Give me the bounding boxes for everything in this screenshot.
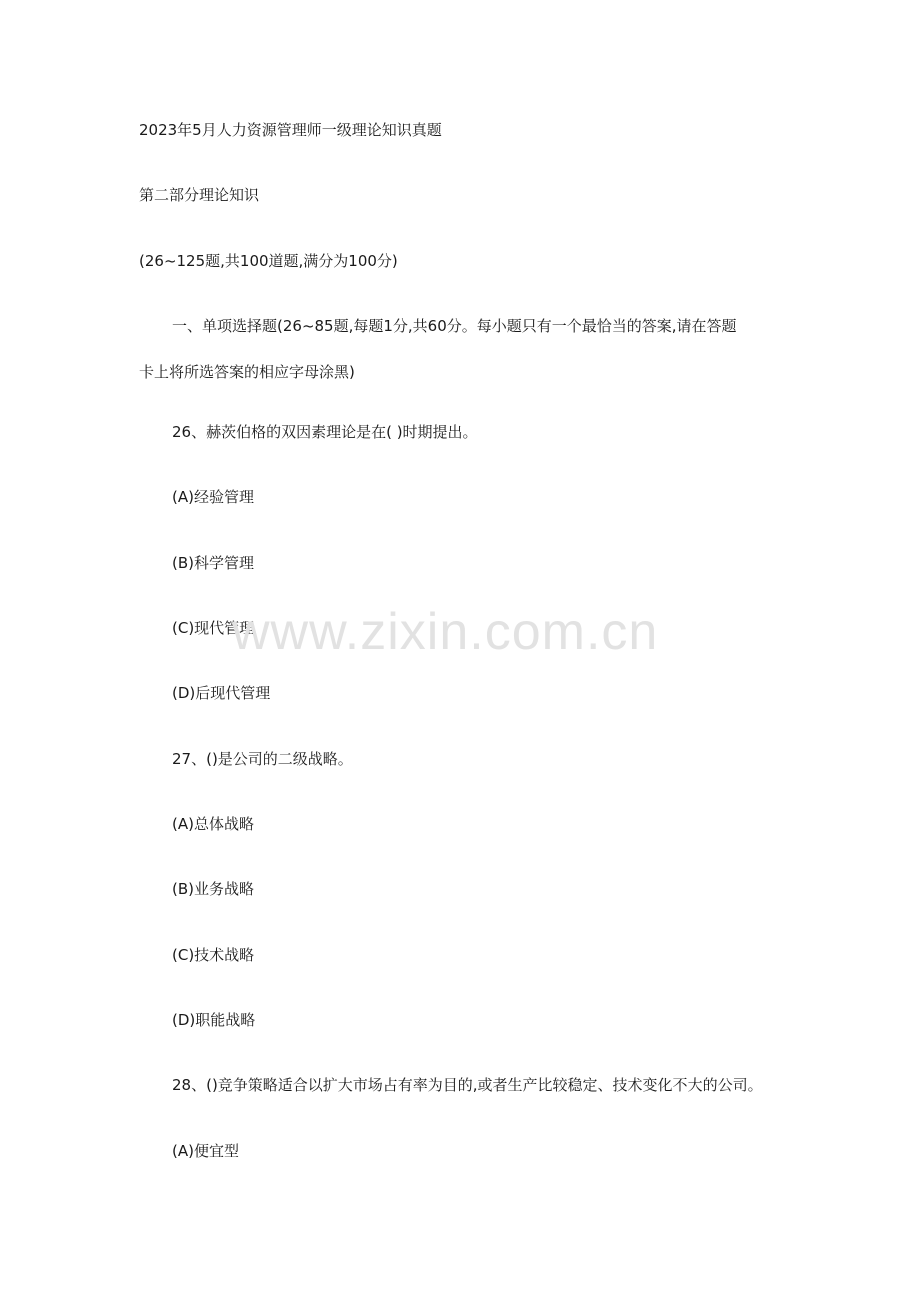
question-stem-26: 26、赫茨伯格的双因素理论是在( )时期提出。 (172, 423, 478, 441)
option-26-d: (D)后现代管理 (172, 684, 271, 702)
option-28-a: (A)便宜型 (172, 1142, 239, 1160)
option-27-d: (D)职能战略 (172, 1011, 256, 1029)
question-stem-28: 28、()竞争策略适合以扩大市场占有率为目的,或者生产比较稳定、技术变化不大的公司。 (172, 1076, 763, 1094)
document-title: 2023年5月人力资源管理师一级理论知识真题 (139, 121, 442, 139)
option-26-b: (B)科学管理 (172, 554, 254, 572)
score-scope: (26~125题,共100道题,满分为100分) (139, 252, 398, 270)
section-heading-line-2: 卡上将所选答案的相应字母涂黑) (139, 363, 355, 381)
section-heading (139, 303, 792, 395)
question-stem-27: 27、()是公司的二级战略。 (172, 750, 353, 768)
section-heading-line-1: 一、单项选择题(26~85题,每题1分,共60分。每小题只有一个最恰当的答案,请在答题 (172, 317, 737, 335)
option-27-c: (C)技术战略 (172, 946, 255, 964)
option-26-c: (C)现代管理 (172, 619, 255, 637)
watermark-text: www.zixin.com.cn (232, 603, 659, 661)
option-27-b: (B)业务战略 (172, 880, 254, 898)
option-26-a: (A)经验管理 (172, 488, 254, 506)
part-heading: 第二部分理论知识 (139, 186, 260, 204)
option-27-a: (A)总体战略 (172, 815, 254, 833)
